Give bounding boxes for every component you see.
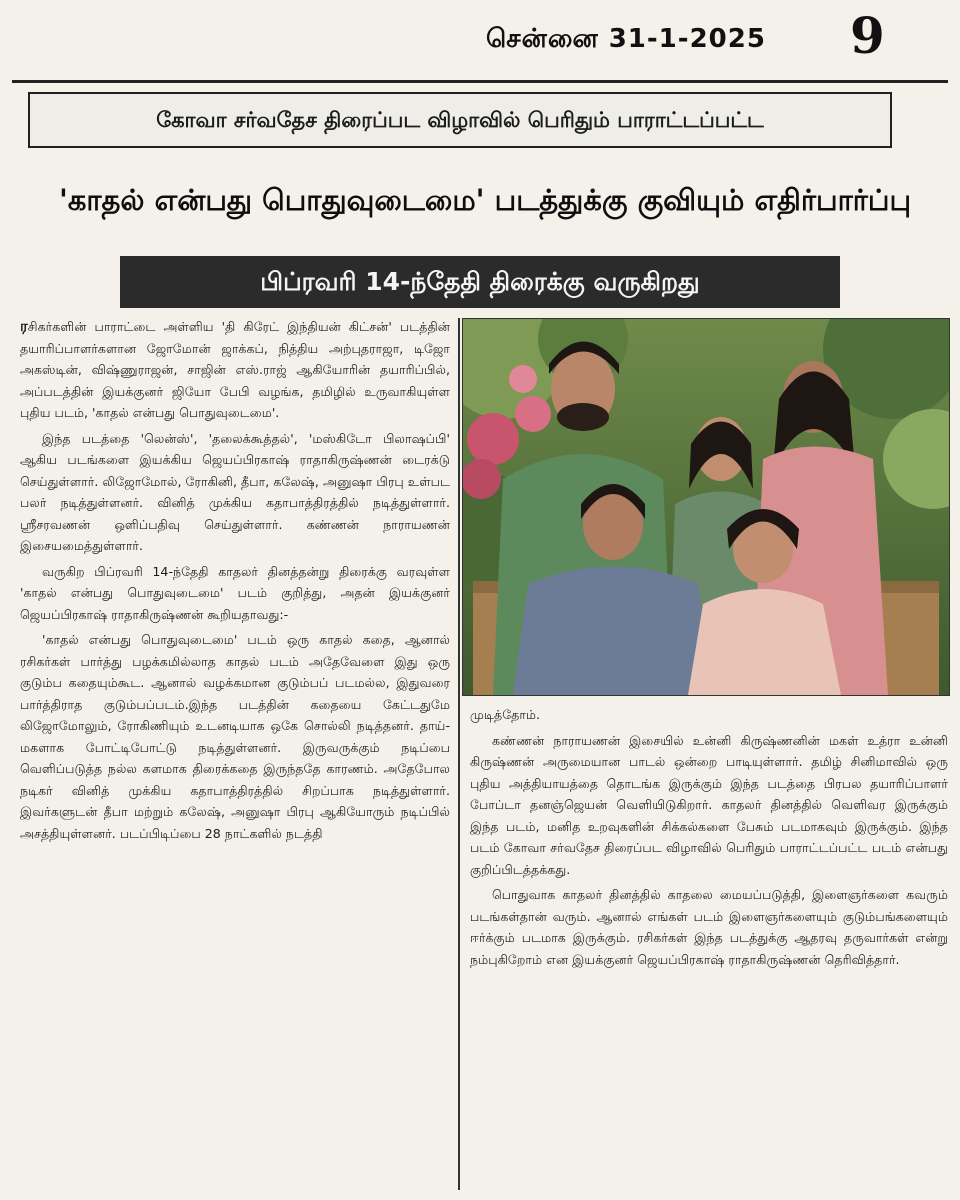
blue-shirt [513,567,713,696]
cast-photo [462,318,950,696]
article-kicker: கோவா சர்வதேச திரைப்பட விழாவில் பெரிதும் பாராட்டப்பட்ட [28,92,892,148]
left-column [20,316,450,1192]
light-pink-saree [688,589,841,695]
flower-shape [509,365,537,393]
column-divider [458,318,460,1190]
dateline: சென்னை 31-1-2025 [486,24,766,54]
left-paragraph-2: இந்த படத்தை 'லென்ஸ்', 'தலைக்கூத்தல்', 'மஸ்கிடோ பிலாஷப்பி' ஆகிய படங்களை இயக்கிய ஜெயப்பிரகாஷ் ராதாகிருஷ்ணன் டைரக்டு செய்துள்ளார். லிஜோமோல், ரோகினி, தீபா, கலேஷ், அனுஷா பிரபு உள்பட பலர் நடித்துள்ளனர். வினித் முக்கிய கதாபாத்திரத்தில் நடித்துள்ளார். ஸ்ரீசரவணன் ஒளிப்பதிவு செய்துள்ளார். கண்ணன் நாராயணன் இசையமைத்துள்ளார். [20,430,450,553]
right-paragraph-3: பொதுவாக காதலர் தினத்தில் காதலை மையப்படுத்தி, இளைஞர்களை கவரும் படங்கள்தான் வரும். ஆனால் எங்கள் படம் இளைஞர்களையும் குடும்பங்களையும் ஈர்க்கும் படமாக இருக்கும். ரசிகர்கள் இந்த படத்துக்கு ஆதரவு தருவார்கள் என்று நம்புகிறோம் என இயக்குனர் ஜெயப்பிரகாஷ் ராதாகிருஷ்ணன் தெரிவித்தார். [470,887,948,967]
right-paragraph-1: முடித்தோம். [470,707,541,722]
article-headline: 'காதல் என்பது பொதுவுடைமை' படத்துக்கு குவியும் எதிர்பார்ப்பு [58,183,912,217]
right-paragraph-2: கண்ணன் நாராயணன் இசையில் உன்னி கிருஷ்ணனின் மகள் உத்ரா உன்னி கிருஷ்ணன் அருமையான பாடல் ஒன்றை பாடியுள்ளார். தமிழ் சினிமாவில் ஒரு புதிய அத்தியாயத்தை தொடங்க இருக்கும் இந்த படத்தை பிரபல தயாரிப்பாளர் போப்டா தனஞ்ஜெயன் வெளியிடுகிறார். காதலர் தினத்தில் வெளிவர இருக்கும் இந்த படம், மனித உறவுகளின் சிக்கல்களை பேசும் படமாகவும் இருக்கும். இந்த படம் கோவா சர்வதேச திரைப்பட விழாவில் பெரிதும் பாராட்டப்பட்ட படம் என்பது குறிப்பிடத்தக்கது. [470,732,948,877]
left-paragraph-1 [20,316,450,424]
flower-shape [515,396,551,432]
drop-cap: ர [20,317,28,335]
page-number: 9 [850,6,885,65]
left-paragraph-1-text: சிகர்களின் பாராட்டை அள்ளிய 'தி கிரேட் இந்தியன் கிட்சன்' படத்தின் தயாரிப்பாளர்களான ஜோமோன் ஜாக்கப், நித்திய அற்புதராஜா, டிஜோ அகஸ்டின், விஷ்ணுராஜன், சாஜின் எஸ்.ராஜ் ஆகியோரின் தயாரிப்பில், அப்படத்தின் இயக்குனர் ஜியோ பேபி வழங்க, தமிழில் உருவாகியுள்ள புதிய படம், 'காதல் என்பது பொதுவுடைமை'. [20,319,450,420]
person-beard [557,403,609,431]
flower-shape [467,413,519,465]
left-paragraph-3: வருகிற பிப்ரவரி 14-ந்தேதி காதலர் தினத்தன்று திரைக்கு வரவுள்ள 'காதல் என்பது பொதுவுடைமை' படம் குறித்து, அதன் இயக்குனர் ஜெயப்பிரகாஷ் ராதாகிருஷ்ணன் கூறியதாவது:- [20,563,450,622]
masthead [0,0,960,72]
article-subhead: பிப்ரவரி 14-ந்தேதி திரைக்கு வருகிறது [120,256,840,308]
left-paragraph-4: 'காதல் என்பது பொதுவுடைமை' படம் ஒரு காதல் கதை, ஆனால் ரசிகர்கள் பார்த்து பழக்கமில்லாத காதல் படம் அதேவேளை இது ஒரு குடும்ப கதையும்கூட. ஆனால் வழக்கமான குடும்பப் படமல்ல, இதுவரை பார்த்திராத குடும்பப்படம்.இந்த படத்தின் கதையை கேட்டதுமே லிஜோமோலும், ரோகிணியும் உடனடியாக ஒகே சொல்லி நடித்தனர். தாய்-மகளாக போட்டிபோட்டு நடித்துள்ளனர். இருவருக்கும் நடிப்பை வெளிப்படுத்த நல்ல களமாக திரைக்கதை இருந்ததே காரணம். அதேபோல நடிகர் வினித் முக்கிய கதாபாத்திரத்தில் சிறப்பாக நடித்துள்ளார். இவர்களுடன் தீபா மற்றும் கலேஷ், அனுஷா பிரபு ஆகியோரும் நடிப்பில் அசத்தியுள்ளனர். படப்பிடிப்பை 28 நாட்களில் நடத்தி [20,632,450,841]
top-rule-divider [12,80,948,83]
group-photo-icon [463,319,949,695]
right-column [470,704,948,1192]
